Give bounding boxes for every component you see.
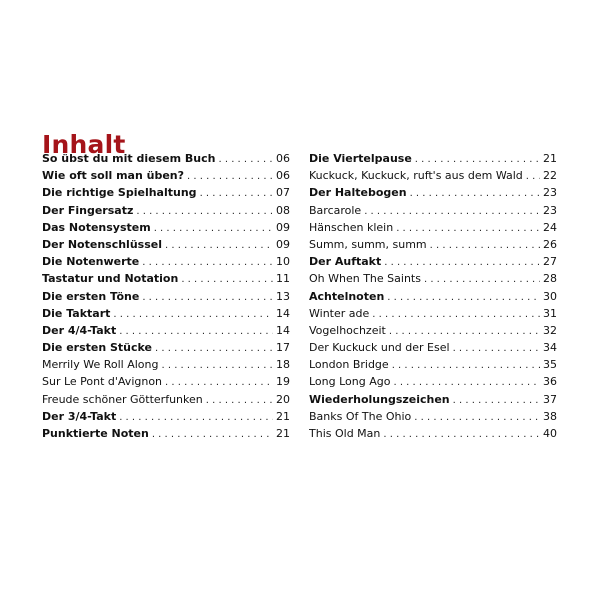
toc-entry-title: Punktierte Noten (42, 427, 149, 440)
toc-entry-title: Freude schöner Götterfunken (42, 392, 203, 406)
toc-entry-page: 24 (543, 220, 557, 234)
toc-entry (309, 270, 557, 287)
toc-entry-page: 30 (543, 289, 557, 303)
toc-entry (309, 373, 557, 390)
toc-entry (309, 425, 557, 442)
toc-entry (42, 305, 290, 322)
toc-dot-leader (218, 151, 273, 167)
toc-entry-page: 06 (276, 152, 290, 165)
toc-dot-leader (154, 220, 273, 236)
toc-entry-page: 09 (276, 220, 290, 234)
toc-entry (309, 305, 557, 322)
toc-entry (309, 288, 557, 305)
toc-dot-leader (155, 340, 273, 356)
toc-entry (42, 219, 290, 236)
toc-dot-leader (165, 237, 273, 253)
toc-entry-page: 32 (543, 323, 557, 337)
toc-entry-page: 21 (276, 409, 290, 423)
toc-entry (42, 253, 290, 270)
toc-dot-leader (200, 185, 273, 201)
toc-entry-page: 14 (276, 306, 290, 320)
toc-entry-page: 11 (276, 272, 290, 286)
toc-entry-title: Die Taktart (42, 306, 111, 320)
toc-dot-leader (372, 306, 540, 322)
toc-entry-title: Vogelhochzeit (309, 323, 386, 337)
toc-entry-title: Kuckuck, Kuckuck, ruft's aus dem Wald (309, 169, 523, 183)
toc-entry-page: 21 (543, 152, 557, 165)
toc-column-left (42, 150, 290, 442)
page-title: Inhalt (42, 129, 126, 159)
toc-dot-leader (119, 323, 273, 339)
toc-entry (42, 236, 290, 253)
toc-entry (309, 167, 557, 184)
toc-entry-page: 34 (543, 341, 557, 355)
toc-entry (42, 167, 290, 184)
toc-dot-leader (387, 289, 540, 305)
toc-entry-page: 26 (543, 237, 557, 251)
toc-entry-title: Wiederholungszeichen (309, 392, 450, 406)
toc-dot-leader (526, 168, 540, 184)
toc-entry (309, 391, 557, 408)
toc-entry-page: 13 (276, 289, 290, 303)
toc-entry (42, 391, 290, 408)
toc-entry-page: 23 (543, 186, 557, 200)
toc-entry (42, 425, 290, 442)
toc-dot-leader (161, 357, 273, 373)
toc-dot-leader (453, 340, 540, 356)
toc-dot-leader (383, 426, 540, 442)
toc-dot-leader (384, 254, 540, 270)
toc-entry-page: 19 (276, 375, 290, 389)
toc-entry (42, 270, 290, 287)
toc-entry-title: Tastatur und Notation (42, 272, 179, 286)
toc-dot-leader (181, 271, 273, 287)
toc-entry (309, 150, 557, 167)
toc-entry-page: 14 (276, 323, 290, 337)
toc-dot-leader (424, 271, 540, 287)
toc-entry-page: 18 (276, 358, 290, 372)
toc-entry-title: Barcarole (309, 203, 362, 217)
toc-entry-title: Wie oft soll man üben? (42, 169, 185, 183)
toc-dot-leader (415, 151, 540, 167)
toc-entry-page: 06 (276, 169, 290, 183)
toc-entry (309, 408, 557, 425)
toc-dot-leader (389, 323, 540, 339)
toc-entry (42, 373, 290, 390)
toc-entry (309, 184, 557, 201)
toc-dot-leader (119, 409, 273, 425)
toc-entry-title: Oh When The Saints (309, 272, 421, 286)
toc-entry (42, 408, 290, 425)
toc-entry (309, 202, 557, 219)
toc-entry-page: 20 (276, 392, 290, 406)
toc-entry-title: Summ, summ, summ (309, 237, 427, 251)
toc-entry-title: Die ersten Töne (42, 289, 140, 303)
toc-entry-page: 35 (543, 358, 557, 372)
toc-dot-leader (410, 185, 540, 201)
toc-dot-leader (142, 254, 273, 270)
toc-entry-title: Das Notensystem (42, 220, 151, 234)
toc-entry-title: Der Haltebogen (309, 186, 407, 200)
toc-entry-page: 17 (276, 341, 290, 355)
toc-entry (42, 202, 290, 219)
toc-entry-page: 37 (543, 392, 557, 406)
toc-entry (309, 322, 557, 339)
toc-entry (309, 339, 557, 356)
toc-entry-title: Die Notenwerte (42, 255, 140, 269)
toc-entry-page: 38 (543, 409, 557, 423)
toc-entry (42, 184, 290, 201)
toc-entry-title: Der Notenschlüssel (42, 237, 162, 251)
toc-entry-page: 08 (276, 203, 290, 217)
toc-entry-page: 07 (276, 186, 290, 200)
toc-dot-leader (414, 409, 540, 425)
toc-entry (309, 253, 557, 270)
toc-entry-page: 28 (543, 272, 557, 286)
toc-entry-page: 09 (276, 237, 290, 251)
toc-entry-page: 36 (543, 375, 557, 389)
toc-dot-leader (113, 306, 273, 322)
toc-dot-leader (206, 392, 273, 408)
toc-entry-title: Der Kuckuck und der Esel (309, 341, 450, 355)
toc-entry-title: Die ersten Stücke (42, 341, 153, 355)
toc-entry-title: This Old Man (309, 427, 381, 440)
toc-entry-title: Der Fingersatz (42, 203, 134, 217)
toc-entry-page: 10 (276, 255, 290, 269)
toc-entry-title: Der 3/4-Takt (42, 409, 117, 423)
toc-entry-title: Die Viertelpause (309, 152, 412, 165)
toc-dot-leader (393, 374, 540, 390)
toc-dot-leader (136, 203, 273, 219)
toc-entry-title: So übst du mit diesem Buch (42, 152, 216, 165)
toc-dot-leader (364, 203, 540, 219)
toc-entry (309, 219, 557, 236)
toc-entry (42, 150, 290, 167)
toc-entry (42, 322, 290, 339)
toc-entry-title: Sur Le Pont d'Avignon (42, 375, 163, 389)
toc-entry-title: Der Auftakt (309, 255, 382, 269)
toc-entry-page: 31 (543, 306, 557, 320)
toc-entry-page: 23 (543, 203, 557, 217)
toc-dot-leader (152, 426, 273, 442)
toc-dot-leader (396, 220, 540, 236)
toc-column-right (309, 150, 557, 442)
toc-entry-title: Die richtige Spielhaltung (42, 186, 197, 200)
toc-entry-title: Banks Of The Ohio (309, 409, 412, 423)
toc-dot-leader (187, 168, 273, 184)
toc-entry-page: 27 (543, 255, 557, 269)
toc-entry (309, 356, 557, 373)
toc-entry-page: 21 (276, 427, 290, 440)
toc-entry-title: Achtelnoten (309, 289, 385, 303)
toc-entry-title: London Bridge (309, 358, 389, 372)
toc-dot-leader (453, 392, 540, 408)
toc-entry (42, 339, 290, 356)
toc-dot-leader (165, 374, 273, 390)
toc-entry-page: 40 (543, 427, 557, 440)
toc-dot-leader (142, 289, 273, 305)
toc-dot-leader (430, 237, 540, 253)
toc-entry-title: Hänschen klein (309, 220, 394, 234)
toc-dot-leader (392, 357, 540, 373)
toc-entry-title: Long Long Ago (309, 375, 391, 389)
toc-entry-title: Merrily We Roll Along (42, 358, 159, 372)
toc-entry (309, 236, 557, 253)
toc-entry (42, 356, 290, 373)
toc-entry-title: Der 4/4-Takt (42, 323, 117, 337)
toc-entry-page: 22 (543, 169, 557, 183)
toc-entry (42, 288, 290, 305)
toc-entry-title: Winter ade (309, 306, 370, 320)
